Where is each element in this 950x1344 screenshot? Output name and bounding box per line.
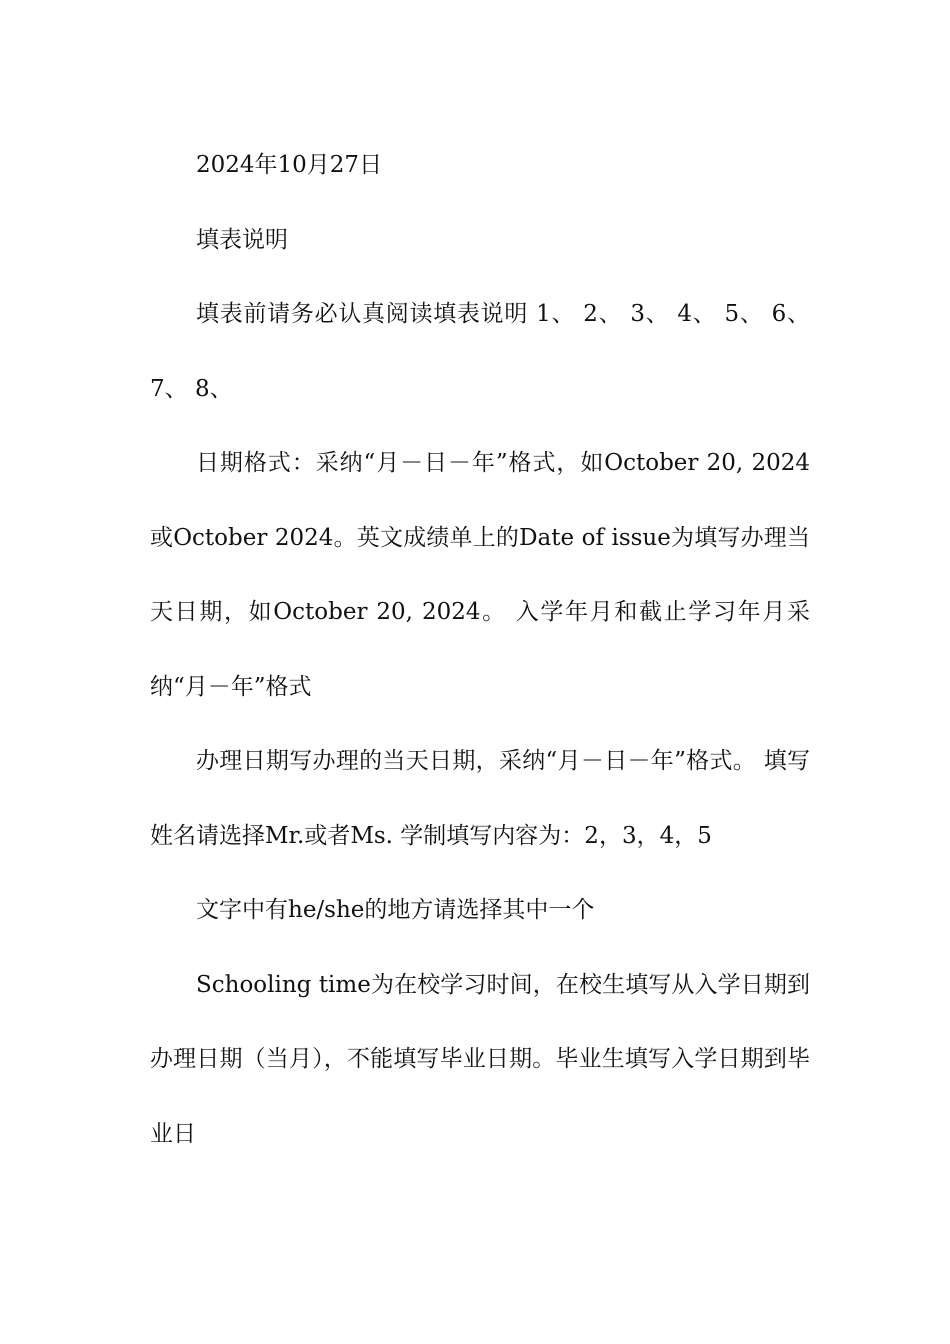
paragraph-reading-notice: 填表前请务必认真阅读填表说明 1、 2、 3、 4、 5、 6、 7、 8、 — [150, 301, 810, 402]
document-date: 2024年10月27日 — [196, 152, 383, 178]
paragraph-schooling-time: Schooling time为在校学习时间，在校生填写从入学日期到办理日期（当月），不能填写毕业日期。毕业生填写入学日期到毕业日 — [150, 971, 810, 1147]
paragraph-pronoun: 文字中有he/she的地方请选择其中一个 — [196, 897, 595, 923]
paragraph-date-format: 日期格式：采纳“月－日－年”格式，如October 20, 2024或October 2024。英文成绩单上的Date of issue为填写办理当天日期，如October 20, 2024。 入学年月和截止学习年月采纳“月－年”格式 — [150, 450, 810, 700]
document-heading: 填表说明 — [196, 226, 288, 253]
paragraph-processing-date: 办理日期写办理的当天日期，采纳“月－日－年”格式。 填写姓名请选择Mr.或者Ms. 学制填写内容为：2，3，4，5 — [150, 748, 810, 849]
document-page — [150, 128, 810, 1171]
